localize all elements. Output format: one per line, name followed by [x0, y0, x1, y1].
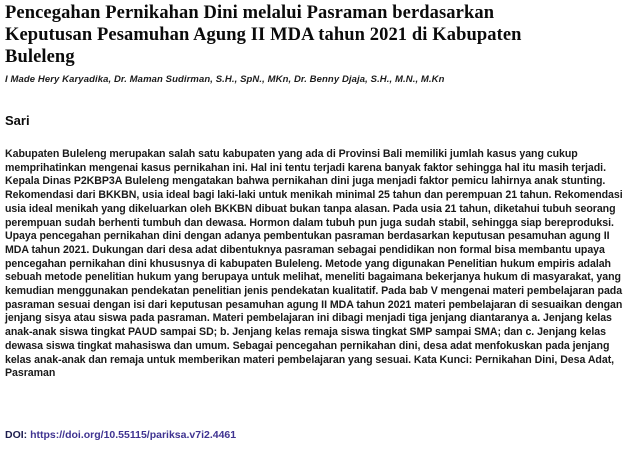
author-line: I Made Hery Karyadika, Dr. Maman Sudirman, S.H., SpN., MKn, Dr. Benny Djaja, S.H., M.N., M.Kn	[5, 74, 445, 85]
doi-label: DOI:	[5, 429, 28, 441]
doi-link[interactable]: https://doi.org/10.55115/pariksa.v7i2.4461	[30, 429, 237, 441]
abstract-text: Kabupaten Buleleng merupakan salah satu kabupaten yang ada di Provinsi Bali memiliki jumlah kasus yang cukup memprihatinkan mengenai kasus pernikahan ini. Hal ini tentu terjadi karena banyak faktor sehingga hal itu masih terjadi. Kepala Dinas P2KBP3A Buleleng mengatakan bahwa pernikahan dini juga menjadi faktor pemicu lahirnya anak stunting. Rekomendasi dari BKKBN, usia ideal bagi laki-laki untuk menikah minimal 25 tahun dan perempuan 21 tahun. Rekomendasi usia ideal menikah yang dikeluarkan oleh BKKBN dibuat bukan tanpa alasan. Pada usia 21 tahun, diketahui tubuh seorang perempuan sudah berhenti tumbuh dan dewasa. Hormon dalam tubuh pun juga sudah stabil, sehingga siap bereproduksi. Upaya pencegahan pernikahan dini dengan adanya pembentukan pasraman berdasarkan keputusan pesamuhan agung II MDA tahun 2021. Dukungan dari desa adat dibentuknya pasraman sebagai pendidikan non formal bisa membantu upaya pencegahan pernikahan dini khususnya di kabupaten Buleleng. Metode yang digunakan Penelitian hukum empiris adalah sebuah metode penelitian hukum yang berupaya untuk melihat, meneliti bagaimana bekerjanya hukum di masyarakat, yang kemudian menggunakan pendekatan penelitian jenis pendekatan kualitatif. Pada bab V mengenai materi pembelajaran pada pasraman sesuai dengan isi dari keputusan pesamuhan agung II MDA tahun 2021 materi pembelajaran di sesuaikan dengan jenjang sisya atau siswa pada pasraman. Materi pembelajaran ini dibagi menjadi tiga jenjang diantaranya a. Jenjang kelas anak-anak siswa tingkat PAUD sampai SD; b. Jenjang kelas remaja siswa tingkat SMP sampai SMA; dan c. Jenjang kelas dewasa siswa tingkat mahasiswa dan umum. Sebagai pencegahan pernikahan dini, desa adat menfokuskan pada jenjang kelas anak-anak dan remaja untuk memberikan materi pembelajaran yang sesuai. Kata Kunci: Pernikahan Dini, Desa Adat, Pasraman	[5, 148, 623, 380]
abstract-heading: Sari	[5, 113, 30, 128]
page-title: Pencegahan Pernikahan Dini melalui Pasraman berdasarkan Keputusan Pesamuhan Agung II MDA tahun 2021 di Kabupaten Buleleng	[5, 3, 522, 67]
doi-line	[5, 429, 236, 441]
